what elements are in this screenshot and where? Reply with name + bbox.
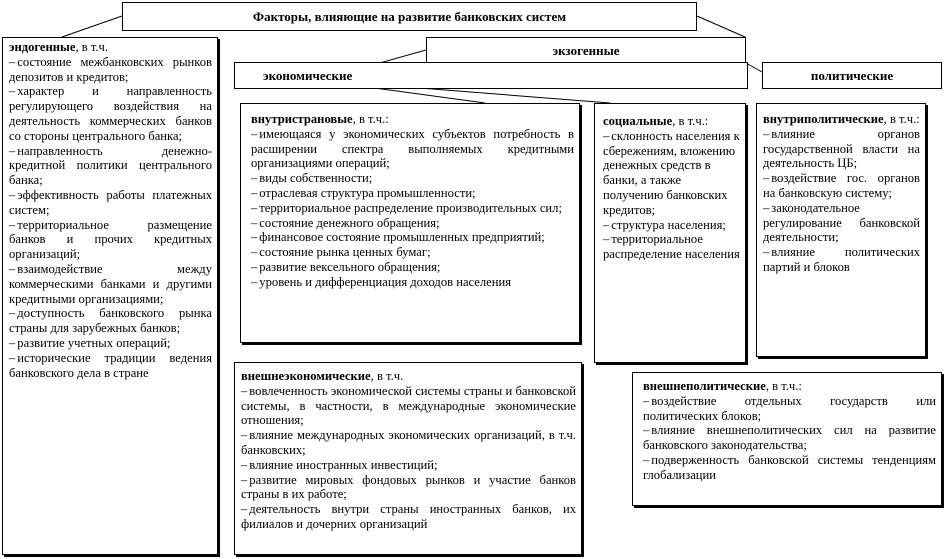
endogenous-item: – характер и направленность регулирующего воздействия на деятельность коммерческих банков со стороны центрального банка; — [9, 84, 212, 143]
domestic-economic-suffix: , в т.ч.: — [352, 112, 389, 126]
domestic-economic-item: – имеющаяся у экономических субъектов потребность в расширении спектра выполняемых кредитными организациями операций; — [251, 127, 574, 171]
foreign-political-title: внешнеполитические — [643, 379, 766, 393]
social-heading — [603, 114, 740, 129]
domestic-economic-item: – состояние денежного обращения; — [251, 216, 574, 231]
domestic-economic-item: – состояние рынка ценных бумаг; — [251, 245, 574, 260]
foreign-political-item: – влияние внешнеполитических сил на развитие банковского законодательства; — [643, 423, 936, 453]
foreign-political-item: – подверженность банковской системы тенденциям глобализации — [643, 453, 936, 483]
domestic-political-title: внутриполитические — [763, 112, 884, 126]
domestic-political-heading — [763, 112, 920, 127]
foreign-political-list — [643, 394, 936, 483]
foreign-economic-title: внешнеэкономические — [241, 369, 371, 383]
connector-title-endogenous — [62, 16, 122, 37]
domestic-political-box — [756, 103, 926, 357]
social-box — [594, 103, 746, 363]
domestic-economic-item: – уровень и дифференциация доходов населения — [251, 275, 574, 290]
page-title: Факторы, влияющие на развитие банковских систем — [252, 9, 567, 24]
endogenous-item: – территориальное размещение банков и прочих кредитных организаций; — [9, 218, 212, 262]
domestic-political-suffix: , в т.ч.: — [883, 112, 920, 126]
endogenous-item: – доступность банковского рынка страны для зарубежных банков; — [9, 306, 212, 336]
domestic-economic-box — [240, 103, 580, 343]
social-item: – территориальное распределение населения — [603, 232, 740, 262]
foreign-economic-box — [234, 362, 582, 555]
foreign-political-box — [632, 372, 942, 506]
domestic-economic-item: – финансовое состояние промышленных предприятий; — [251, 230, 574, 245]
connector-title-exogenous — [697, 16, 745, 37]
endogenous-item: – состояние межбанковских рынков депозитов и кредитов; — [9, 55, 212, 85]
social-title: социальные — [603, 114, 673, 128]
connector-economic-domestic — [375, 88, 485, 103]
exogenous-header — [426, 37, 746, 64]
social-list — [603, 129, 740, 262]
endogenous-item: – эффективность работы платежных систем; — [9, 188, 212, 218]
foreign-political-item: – воздействие отдельных государств или политических блоков; — [643, 394, 936, 424]
connector-economic-social — [420, 88, 610, 103]
endogenous-list — [9, 55, 212, 381]
domestic-economic-list — [251, 127, 574, 290]
endogenous-item: – развитие учетных операций; — [9, 336, 212, 351]
social-item: – склонность населения к сбережениям, вложению денежных средств в банки, а также получению банковских кредитов; — [603, 129, 740, 218]
endogenous-heading — [9, 40, 212, 55]
endogenous-title: эндогенные — [9, 40, 76, 54]
foreign-political-suffix: , в т.ч.: — [765, 379, 802, 393]
title-box — [122, 2, 697, 31]
social-suffix: , в т.ч.: — [672, 114, 709, 128]
foreign-political-heading — [643, 379, 936, 394]
domestic-economic-item: – отраслевая структура промышленности; — [251, 186, 574, 201]
foreign-economic-list — [241, 384, 576, 532]
political-label: политические — [810, 68, 894, 83]
connector-exogenous-political — [746, 63, 762, 72]
domestic-economic-item: – виды собственности; — [251, 171, 574, 186]
foreign-economic-item: – развитие мировых фондовых рынков и участие банков страны в их работе; — [241, 473, 576, 503]
foreign-economic-heading — [241, 369, 576, 384]
foreign-economic-item: – деятельность внутри страны иностранных банков, их филиалов и дочерних организаций — [241, 502, 576, 532]
endogenous-item: – исторические традиции ведения банковского дела в стране — [9, 351, 212, 381]
endogenous-box — [2, 37, 218, 555]
economic-header — [234, 62, 748, 89]
domestic-political-list — [763, 127, 920, 275]
endogenous-item: – взаимодействие между коммерческими банками и другими кредитными организациями; — [9, 262, 212, 306]
domestic-economic-title: внутристрановые — [251, 112, 353, 126]
domestic-political-item: – воздействие гос. органов на банковскую систему; — [763, 171, 920, 201]
economic-label: экономические — [263, 68, 353, 83]
domestic-economic-heading — [251, 112, 574, 127]
domestic-economic-item: – территориальное распределение производительных сил; — [251, 201, 574, 216]
exogenous-label: экзогенные — [552, 43, 620, 58]
endogenous-item: – направленность денежно-кредитной политики центрального банка; — [9, 144, 212, 188]
foreign-economic-item: – влияние международных экономических организаций, в т.ч. банковских; — [241, 428, 576, 458]
domestic-political-item: – законодательное регулирование банковской деятельности; — [763, 201, 920, 245]
domestic-political-item: – влияние политических партий и блоков — [763, 245, 920, 275]
foreign-economic-item: – влияние иностранных инвестиций; — [241, 458, 576, 473]
foreign-economic-suffix: , в т.ч. — [370, 369, 404, 383]
domestic-economic-item: – развитие вексельного обращения; — [251, 260, 574, 275]
domestic-political-item: – влияние органов государственной власти на деятельность ЦБ; — [763, 127, 920, 171]
political-header — [762, 62, 942, 89]
endogenous-suffix: , в т.ч. — [75, 40, 109, 54]
social-item: – структура населения; — [603, 218, 740, 233]
foreign-economic-item: – вовлеченность экономической системы страны и банковской системы, в частности, в международные экономические отношения; — [241, 384, 576, 428]
